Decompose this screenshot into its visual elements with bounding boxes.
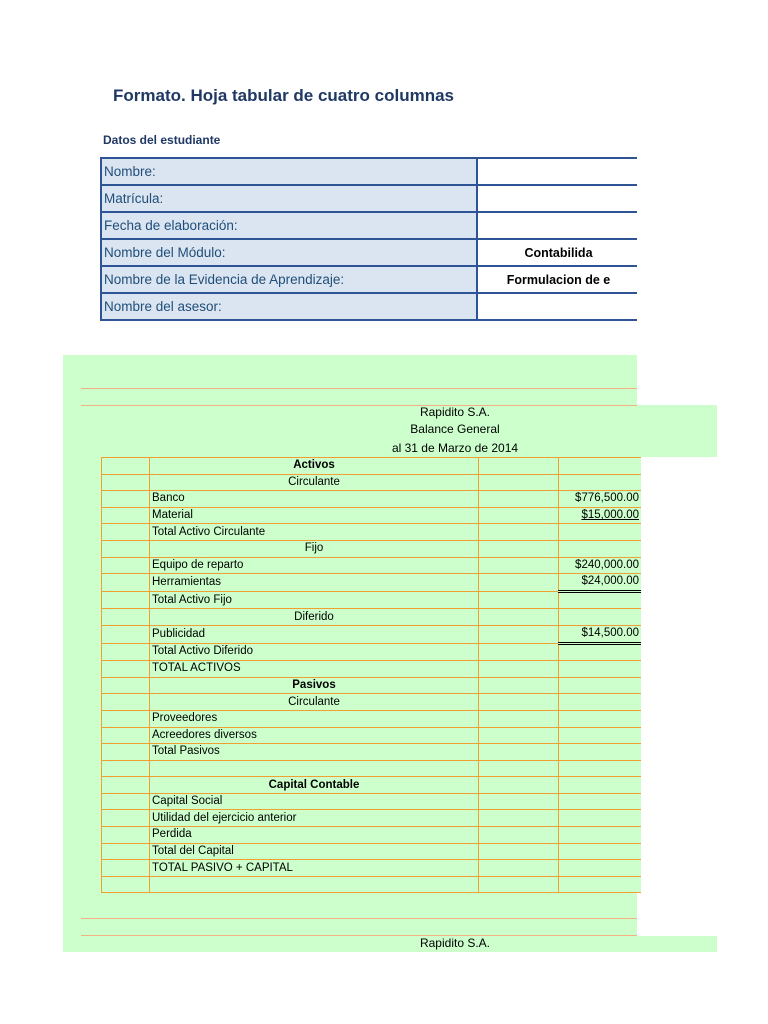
row-partial-cell — [479, 491, 559, 508]
row-blank-cell — [102, 474, 150, 491]
row-amount — [559, 827, 642, 844]
row-label: Capital Contable — [150, 777, 479, 794]
row-blank-cell — [102, 574, 150, 592]
student-field-value[interactable]: Formulacion de e — [477, 266, 637, 293]
row-blank-cell — [102, 625, 150, 643]
student-field-label: Nombre del Módulo: — [101, 239, 477, 266]
row-label: Utilidad del ejercicio anterior — [150, 810, 479, 827]
row-partial-cell — [479, 625, 559, 643]
row-partial-cell — [479, 557, 559, 574]
row-blank-cell — [102, 810, 150, 827]
row-partial-cell — [479, 574, 559, 592]
row-label — [150, 760, 479, 777]
row-blank-cell — [102, 491, 150, 508]
row-label: Total Activo Fijo — [150, 591, 479, 609]
balance-row — [102, 574, 642, 592]
balance-row — [102, 540, 642, 557]
student-row — [101, 212, 637, 239]
row-blank-cell — [102, 524, 150, 541]
row-blank-cell — [102, 843, 150, 860]
student-row — [101, 185, 637, 212]
row-label: TOTAL ACTIVOS — [150, 661, 479, 678]
row-amount — [559, 793, 642, 810]
row-partial-cell — [479, 661, 559, 678]
balance-row — [102, 810, 642, 827]
company-name: Rapidito S.A. — [419, 405, 491, 419]
row-blank-cell — [102, 694, 150, 711]
row-amount — [559, 643, 642, 661]
row-label: Total del Capital — [150, 843, 479, 860]
row-blank-cell — [102, 827, 150, 844]
balance-row — [102, 827, 642, 844]
row-amount — [559, 744, 642, 761]
row-amount — [559, 777, 642, 794]
row-blank-cell — [102, 661, 150, 678]
row-partial-cell — [479, 810, 559, 827]
row-partial-cell — [479, 860, 559, 877]
footer-band-right — [637, 936, 717, 952]
row-blank-cell — [102, 710, 150, 727]
row-blank-cell — [102, 727, 150, 744]
row-blank-cell — [102, 677, 150, 694]
row-amount: $776,500.00 — [559, 491, 642, 508]
balance-row — [102, 643, 642, 661]
footer-company-name: Rapidito S.A. — [419, 936, 491, 950]
row-label: Banco — [150, 491, 479, 508]
row-label: Circulante — [150, 694, 479, 711]
row-blank-cell — [102, 760, 150, 777]
row-amount — [559, 609, 642, 626]
row-amount — [559, 458, 642, 475]
balance-row — [102, 524, 642, 541]
balance-row — [102, 876, 642, 893]
balance-row — [102, 727, 642, 744]
student-field-label: Nombre de la Evidencia de Aprendizaje: — [101, 266, 477, 293]
student-row — [101, 293, 637, 320]
header-band-right — [637, 405, 717, 457]
row-amount — [559, 860, 642, 877]
row-blank-cell — [102, 643, 150, 661]
balance-row — [102, 744, 642, 761]
row-amount — [559, 591, 642, 609]
row-blank-cell — [102, 591, 150, 609]
balance-row — [102, 491, 642, 508]
row-label: Total Activo Diferido — [150, 643, 479, 661]
row-partial-cell — [479, 591, 559, 609]
row-partial-cell — [479, 609, 559, 626]
row-label: Fijo — [150, 540, 479, 557]
row-amount — [559, 474, 642, 491]
balance-row — [102, 843, 642, 860]
row-amount: $24,000.00 — [559, 574, 642, 592]
row-blank-cell — [102, 609, 150, 626]
row-partial-cell — [479, 524, 559, 541]
row-partial-cell — [479, 777, 559, 794]
balance-sheet-table — [101, 457, 641, 893]
row-partial-cell — [479, 694, 559, 711]
row-label: Total Pasivos — [150, 744, 479, 761]
row-amount — [559, 677, 642, 694]
row-amount — [559, 843, 642, 860]
row-amount — [559, 524, 642, 541]
row-partial-cell — [479, 677, 559, 694]
row-label: Circulante — [150, 474, 479, 491]
row-partial-cell — [479, 843, 559, 860]
student-field-value[interactable] — [477, 158, 637, 185]
balance-row — [102, 694, 642, 711]
row-blank-cell — [102, 458, 150, 475]
row-partial-cell — [479, 827, 559, 844]
row-blank-cell — [102, 793, 150, 810]
balance-row — [102, 661, 642, 678]
row-label: Proveedores — [150, 710, 479, 727]
row-label: Perdida — [150, 827, 479, 844]
student-field-value[interactable] — [477, 293, 637, 320]
row-amount — [559, 694, 642, 711]
balance-row — [102, 609, 642, 626]
student-field-label: Fecha de elaboración: — [101, 212, 477, 239]
balance-row — [102, 625, 642, 643]
row-partial-cell — [479, 710, 559, 727]
statement-name: Balance General — [410, 422, 500, 436]
student-row — [101, 266, 637, 293]
page-title: Formato. Hoja tabular de cuatro columnas — [113, 86, 455, 105]
row-partial-cell — [479, 507, 559, 524]
row-blank-cell — [102, 777, 150, 794]
row-label: Total Activo Circulante — [150, 524, 479, 541]
row-blank-cell — [102, 876, 150, 893]
row-amount — [559, 710, 642, 727]
student-field-value[interactable] — [477, 185, 637, 212]
student-row — [101, 239, 637, 266]
student-field-value[interactable] — [477, 212, 637, 239]
row-partial-cell — [479, 643, 559, 661]
balance-row — [102, 860, 642, 877]
row-partial-cell — [479, 458, 559, 475]
row-label: Publicidad — [150, 625, 479, 643]
row-label: Diferido — [150, 609, 479, 626]
balance-row — [102, 710, 642, 727]
row-amount — [559, 810, 642, 827]
divider-line — [81, 388, 637, 389]
statement-date: al 31 de Marzo de 2014 — [391, 441, 519, 455]
row-partial-cell — [479, 744, 559, 761]
row-label: Pasivos — [150, 677, 479, 694]
student-field-label: Nombre del asesor: — [101, 293, 477, 320]
student-section-title: Datos del estudiante — [103, 133, 221, 147]
row-amount: $14,500.00 — [559, 625, 642, 643]
student-data-table — [100, 157, 637, 321]
balance-row — [102, 677, 642, 694]
row-blank-cell — [102, 744, 150, 761]
row-amount — [559, 727, 642, 744]
row-partial-cell — [479, 540, 559, 557]
row-amount: $15,000.00 — [559, 507, 642, 524]
row-label: Equipo de reparto — [150, 557, 479, 574]
row-blank-cell — [102, 557, 150, 574]
row-amount — [559, 540, 642, 557]
row-amount — [559, 661, 642, 678]
balance-row — [102, 557, 642, 574]
row-label: Herramientas — [150, 574, 479, 592]
row-partial-cell — [479, 474, 559, 491]
row-blank-cell — [102, 540, 150, 557]
student-row — [101, 158, 637, 185]
row-partial-cell — [479, 727, 559, 744]
row-partial-cell — [479, 793, 559, 810]
balance-row — [102, 777, 642, 794]
student-field-label: Nombre: — [101, 158, 477, 185]
student-field-label: Matrícula: — [101, 185, 477, 212]
row-blank-cell — [102, 860, 150, 877]
balance-row — [102, 760, 642, 777]
row-amount — [559, 760, 642, 777]
row-partial-cell — [479, 760, 559, 777]
row-label: Activos — [150, 458, 479, 475]
divider-line — [81, 918, 637, 919]
student-field-value[interactable]: Contabilida — [477, 239, 637, 266]
balance-row — [102, 474, 642, 491]
balance-row — [102, 591, 642, 609]
row-amount: $240,000.00 — [559, 557, 642, 574]
row-amount — [559, 876, 642, 893]
balance-row — [102, 793, 642, 810]
row-partial-cell — [479, 876, 559, 893]
row-label: Material — [150, 507, 479, 524]
balance-row — [102, 458, 642, 475]
balance-row — [102, 507, 642, 524]
row-label: TOTAL PASIVO + CAPITAL — [150, 860, 479, 877]
row-label: Capital Social — [150, 793, 479, 810]
row-label — [150, 876, 479, 893]
row-blank-cell — [102, 507, 150, 524]
row-label: Acreedores diversos — [150, 727, 479, 744]
